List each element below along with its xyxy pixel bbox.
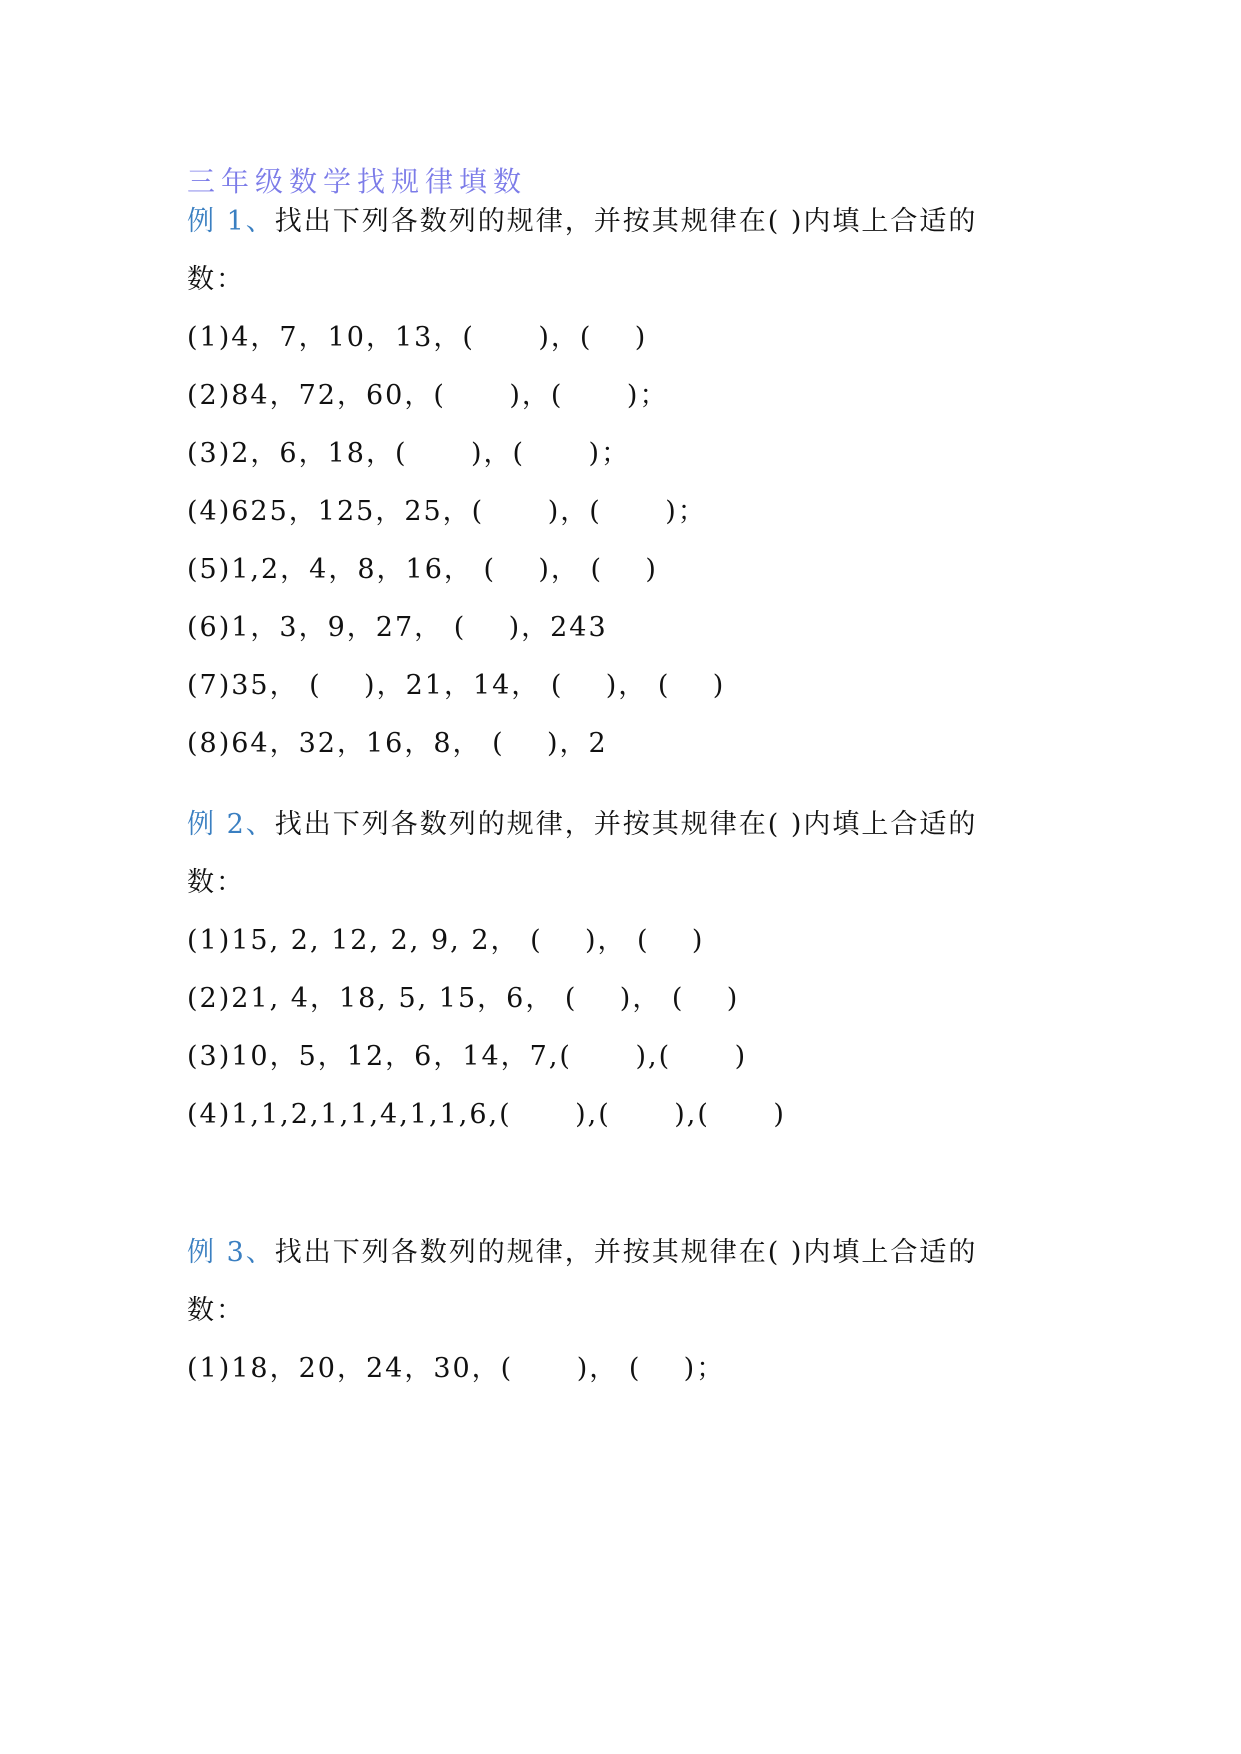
sequence-item: (1)18，20，24，30，( )， ( )； bbox=[187, 1353, 726, 1384]
example-prompt-continuation: 数： bbox=[187, 1295, 245, 1326]
sequence-item: (3)2，6，18，( )，( )； bbox=[187, 438, 631, 469]
example-prompt-continuation: 数： bbox=[187, 867, 245, 898]
sequence-item: (3)10，5，12，6，14，7,( ),( ) bbox=[187, 1041, 748, 1072]
example-prompt: 找出下列各数列的规律，并按其规律在( )内填上合适的 bbox=[274, 1237, 978, 1268]
example-1-heading bbox=[187, 202, 977, 242]
sequence-item: (8)64，32，16，8， ( )，2 bbox=[187, 728, 608, 759]
sequence-item: (2)21, 4，18, 5, 15，6， ( )， ( ) bbox=[187, 983, 740, 1014]
sequence-item: (1)4，7，10，13，( )，( ) bbox=[187, 322, 648, 353]
example-label: 例 1、 bbox=[187, 206, 275, 237]
sequence-item: (7)35， ( )，21，14， ( )， ( ) bbox=[187, 670, 726, 701]
sequence-item: (1)15, 2, 12, 2, 9, 2， ( )， ( ) bbox=[187, 925, 705, 956]
example-label: 例 2、 bbox=[187, 809, 275, 840]
example-prompt: 找出下列各数列的规律，并按其规律在( )内填上合适的 bbox=[274, 809, 978, 840]
sequence-item: (4)625，125，25，( )，( )； bbox=[187, 496, 707, 527]
example-prompt-continuation: 数： bbox=[187, 264, 245, 295]
sequence-item: (2)84，72，60，( )，( )； bbox=[187, 380, 669, 411]
example-2-heading bbox=[187, 805, 977, 845]
example-3-heading bbox=[187, 1233, 977, 1273]
sequence-item: (6)1，3，9，27， ( )，243 bbox=[187, 612, 608, 643]
sequence-item: (4)1,1,2,1,1,4,1,1,6,( ),( ),( ) bbox=[187, 1099, 786, 1130]
example-label: 例 3、 bbox=[187, 1237, 275, 1268]
page-title: 三年级数学找规律填数 bbox=[187, 165, 528, 198]
sequence-item: (5)1,2，4，8，16， ( )， ( ) bbox=[187, 554, 658, 585]
example-prompt: 找出下列各数列的规律，并按其规律在( )内填上合适的 bbox=[274, 206, 978, 237]
